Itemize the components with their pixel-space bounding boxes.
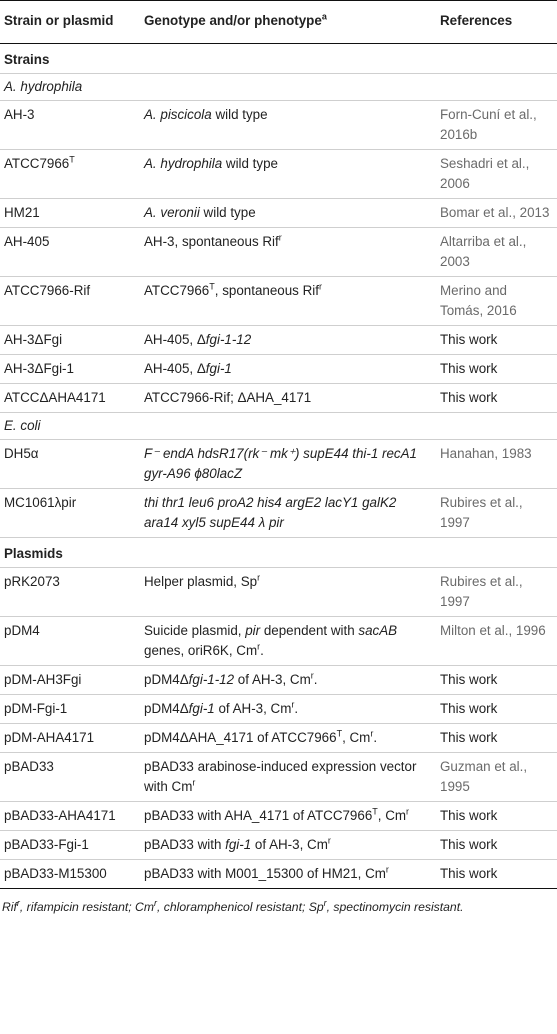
- table-row: pBAD33 pBAD33 arabinose-induced expression vector with Cm$^r$ Guzman et al., 1995: [0, 753, 557, 802]
- table-row: pBAD33-M15300 pBAD33 with M001_15300 of HM21, Cm$^r$ This work: [0, 860, 557, 889]
- species-coli: E. coli: [0, 413, 557, 440]
- table-row: DH5α F⁻ endA hdsR17(rk⁻ mk⁺) supE44 thi-1 recA1 gyr-A96 ϕ80lacZ Hanahan, 1983: [0, 440, 557, 489]
- table-row: AH-3 A. piscicola wild type Forn-Cuní et al., 2016b: [0, 101, 557, 150]
- table-row: AH-405 AH-3, spontaneous Rif$^r$ Altarriba et al., 2003: [0, 228, 557, 277]
- table-footnote: Rif$^r$, rifampicin resistant; Cm$^r$, chloramphenicol resistant; Sp$^r$, spectinomycin resistant.: [2, 897, 464, 914]
- table-row: $ATCC7966^T$ A. hydrophila wild type Seshadri et al., 2006: [0, 150, 557, 199]
- table-row: HM21 A. veronii wild type Bomar et al., 2013: [0, 199, 557, 228]
- header-strain: Strain or plasmid: [4, 13, 114, 28]
- table-row: pBAD33-AHA4171 pBAD33 with AHA_4171 of $ATCC7966^T$, Cm$^r$ This work: [0, 802, 557, 831]
- table-row: pBAD33-Fgi-1 pBAD33 with fgi-1 of AH-3, Cm$^r$ This work: [0, 831, 557, 860]
- species-hydrophila: A. hydrophila: [0, 74, 557, 101]
- section-plasmids: Plasmids: [0, 538, 557, 568]
- table-row: ATCC7966-Rif $ATCC7966^T$, spontaneous Rif$^r$ Merino and Tomás, 2016: [0, 277, 557, 326]
- table-row: pDM4 Suicide plasmid, pir dependent with sacAB genes, oriR6K, Cm$^r$. Milton et al., 1996: [0, 617, 557, 666]
- table-header: [0, 0, 557, 44]
- table-row: AH-3ΔFgi AH-405, Δfgi-1-12 This work: [0, 326, 557, 355]
- table-row: pDM-Fgi-1 pDM4Δfgi-1 of AH-3, Cm$^r$. This work: [0, 695, 557, 724]
- table-row: AH-3ΔFgi-1 AH-405, Δfgi-1 This work: [0, 355, 557, 384]
- table-row: pRK2073 Helper plasmid, Sp$^r$ Rubires et al., 1997: [0, 568, 557, 617]
- header-references: References: [440, 13, 513, 28]
- section-strains: Strains: [0, 44, 557, 74]
- table-row: MC1061λpir thi thr1 leu6 proA2 his4 argE2 lacY1 galK2 ara14 xyl5 supE44 λ pir Rubires et al., 1997: [0, 489, 557, 538]
- table-row: pDM-AHA4171 pDM4ΔAHA_4171 of $ATCC7966^T$, Cm$^r$. This work: [0, 724, 557, 753]
- header-genotype: Genotype and/or phenotype$^a$: [144, 11, 327, 28]
- table-row: ATCCΔAHA4171 ATCC7966-Rif; ΔAHA_4171 This work: [0, 384, 557, 413]
- table-row: pDM-AH3Fgi pDM4Δfgi-1-12 of AH-3, Cm$^r$. This work: [0, 666, 557, 695]
